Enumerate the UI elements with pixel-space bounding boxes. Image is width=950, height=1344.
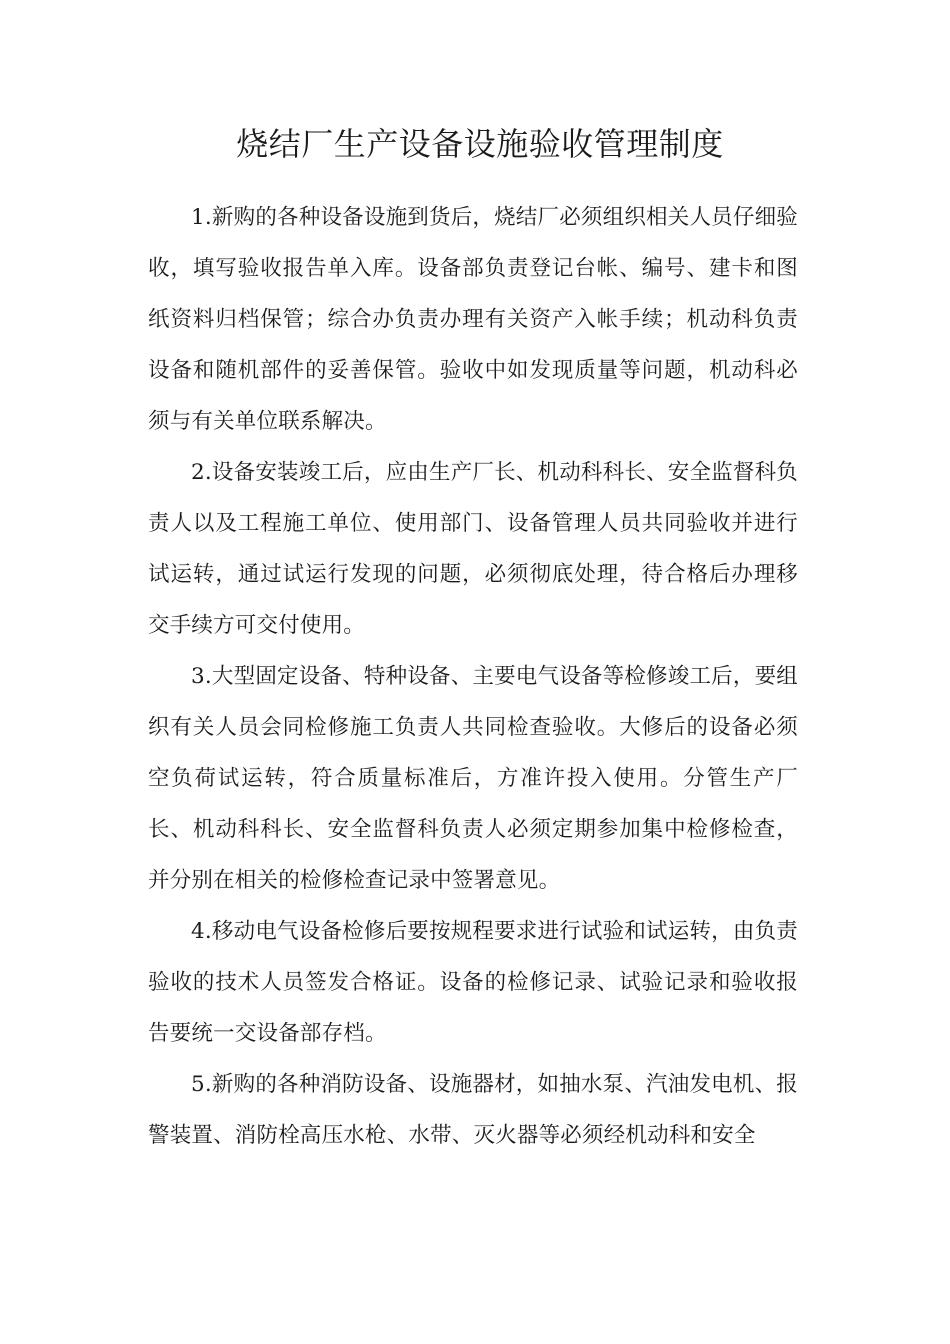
paragraph-1: 1.新购的各种设备设施到货后，烧结厂必须组织相关人员仔细验收，填写验收报告单入库。设备部负责登记台帐、编号、建卡和图纸资料归档保管；综合办负责办理有关资产入帐手续；机动科负责设备和随机部件的妥善保管。验收中如发现质量等问题，机动科必须与有关单位联系解决。 — [148, 205, 798, 434]
document-title: 烧结厂生产设备设施验收管理制度 — [236, 125, 724, 163]
paragraph-4: 4.移动电气设备检修后要按规程要求进行试验和试运转，由负责验收的技术人员签发合格证。设备的检修记录、试验记录和验收报告要统一交设备部存档。 — [148, 919, 798, 1046]
paragraph-5: 5.新购的各种消防设备、设施器材，如抽水泵、汽油发电机、报警装置、消防栓高压水枪、水带、灭火器等必须经机动科和安全 — [148, 1072, 798, 1148]
paragraph-2: 2.设备安装竣工后，应由生产厂长、机动科科长、安全监督科负责人以及工程施工单位、使用部门、设备管理人员共同验收并进行试运转，通过试运行发现的问题，必须彻底处理，待合格后办理移交手续方可交付使用。 — [148, 460, 798, 638]
paragraph-3: 3.大型固定设备、特种设备、主要电气设备等检修竣工后，要组织有关人员会同检修施工负责人共同检查验收。大修后的设备必须空负荷试运转，符合质量标准后，方准许投入使用。分管生产厂长、机动科科长、安全监督科负责人必须定期参加集中检修检查，并分别在相关的检修检查记录中签署意见。 — [148, 664, 798, 893]
document-body — [148, 192, 798, 1161]
